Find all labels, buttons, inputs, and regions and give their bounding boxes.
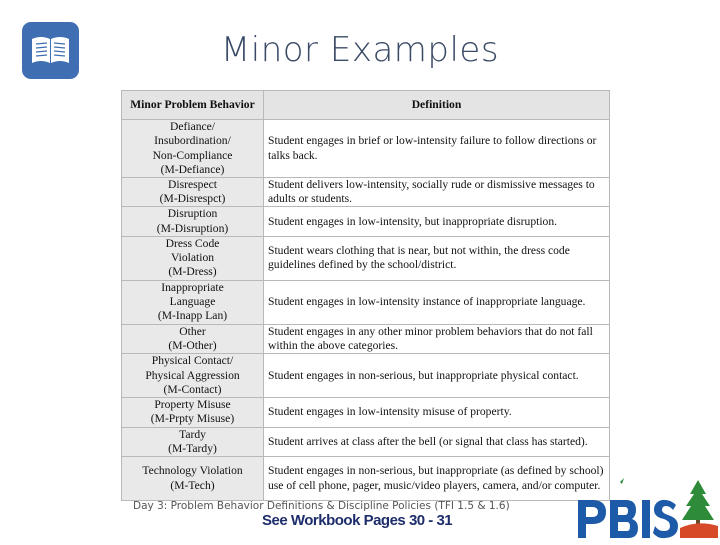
definition-cell: Student delivers low-intensity, socially rude or dismissive messages to adults or students. <box>264 178 610 207</box>
behavior-cell <box>122 354 264 398</box>
page-title: Minor Examples <box>220 30 500 70</box>
behavior-line: (M-Dress) <box>168 265 217 279</box>
behavior-line: Other <box>179 324 206 338</box>
definition-cell: Student engages in non-serious, but inappropriate (as defined by school) use of cell phone, pager, music/video players, camera, and/or computer. <box>264 457 610 501</box>
behavior-line: (M-Inapp Lan) <box>157 309 228 323</box>
behavior-line: Insubordination/ <box>154 134 231 148</box>
definition-cell: Student arrives at class after the bell (or signal that class has started). <box>264 427 610 456</box>
behavior-cell <box>122 120 264 178</box>
behavior-cell <box>122 427 264 456</box>
behavior-line: Language <box>169 295 216 309</box>
behavior-line: Dress Code <box>165 237 220 250</box>
table-row <box>122 236 610 280</box>
behavior-line: Inappropriate <box>161 281 224 294</box>
footer-caption: Day 3: Problem Behavior Definitions & Discipline Policies (TFI 1.5 & 1.6) <box>133 500 510 512</box>
behavior-line: Tardy <box>179 427 206 441</box>
column-header-definition: Definition <box>264 91 610 120</box>
behavior-cell <box>122 398 264 427</box>
behavior-line: Technology Violation <box>142 464 243 478</box>
table-row <box>122 207 610 236</box>
behavior-line: (M-Contact) <box>163 382 222 396</box>
behavior-line: Non-Compliance <box>152 148 233 162</box>
behavior-line: Physical Aggression <box>145 368 240 382</box>
definition-cell: Student engages in low-intensity instance of inappropriate language. <box>264 280 610 324</box>
table-row <box>122 427 610 456</box>
table-header-row <box>122 91 610 120</box>
table-row <box>122 120 610 178</box>
behavior-cell <box>122 280 264 324</box>
behavior-line: (M-Disruption) <box>156 221 229 235</box>
definition-cell: Student engages in brief or low-intensity failure to follow directions or talks back. <box>264 120 610 178</box>
behavior-line: Disruption <box>167 207 218 221</box>
definition-cell: Student engages in low-intensity, but inappropriate disruption. <box>264 207 610 236</box>
table-row <box>122 280 610 324</box>
behavior-cell <box>122 324 264 353</box>
behavior-cell <box>122 236 264 280</box>
behavior-cell <box>122 457 264 501</box>
behavior-line: (M-Other) <box>168 339 217 353</box>
workbook-reference: See Workbook Pages 30 - 31 <box>262 512 453 529</box>
behavior-line: Defiance/ <box>169 120 216 134</box>
definition-cell: Student engages in non-serious, but inappropriate physical contact. <box>264 354 610 398</box>
behavior-line: Disrespect <box>168 178 217 191</box>
definition-cell: Student engages in any other minor problem behaviors that do not fall within the above categories. <box>264 324 610 353</box>
table-row <box>122 398 610 427</box>
definition-cell: Student engages in low-intensity misuse of property. <box>264 398 610 427</box>
behavior-line: Property Misuse <box>154 398 231 412</box>
table-row <box>122 354 610 398</box>
behavior-line: Violation <box>170 251 215 265</box>
definition-cell: Student wears clothing that is near, but not within, the dress code guidelines defined by the school/district. <box>264 236 610 280</box>
behavior-line: (M-Tech) <box>170 478 215 492</box>
behavior-line: (M-Tardy) <box>168 441 217 455</box>
table-row <box>122 324 610 353</box>
table-row <box>122 457 610 501</box>
pbis-logo <box>572 476 720 540</box>
behavior-cell <box>122 207 264 236</box>
behavior-line: (M-Defiance) <box>160 162 225 176</box>
behavior-line: (M-Disrespct) <box>159 192 226 206</box>
behavior-line: Physical Contact/ <box>151 354 234 368</box>
behavior-line: (M-Prpty Misuse) <box>150 412 235 426</box>
table-row <box>122 178 610 207</box>
minor-behavior-table <box>121 90 610 493</box>
column-header-behavior: Minor Problem Behavior <box>122 91 264 120</box>
behavior-cell <box>122 178 264 207</box>
